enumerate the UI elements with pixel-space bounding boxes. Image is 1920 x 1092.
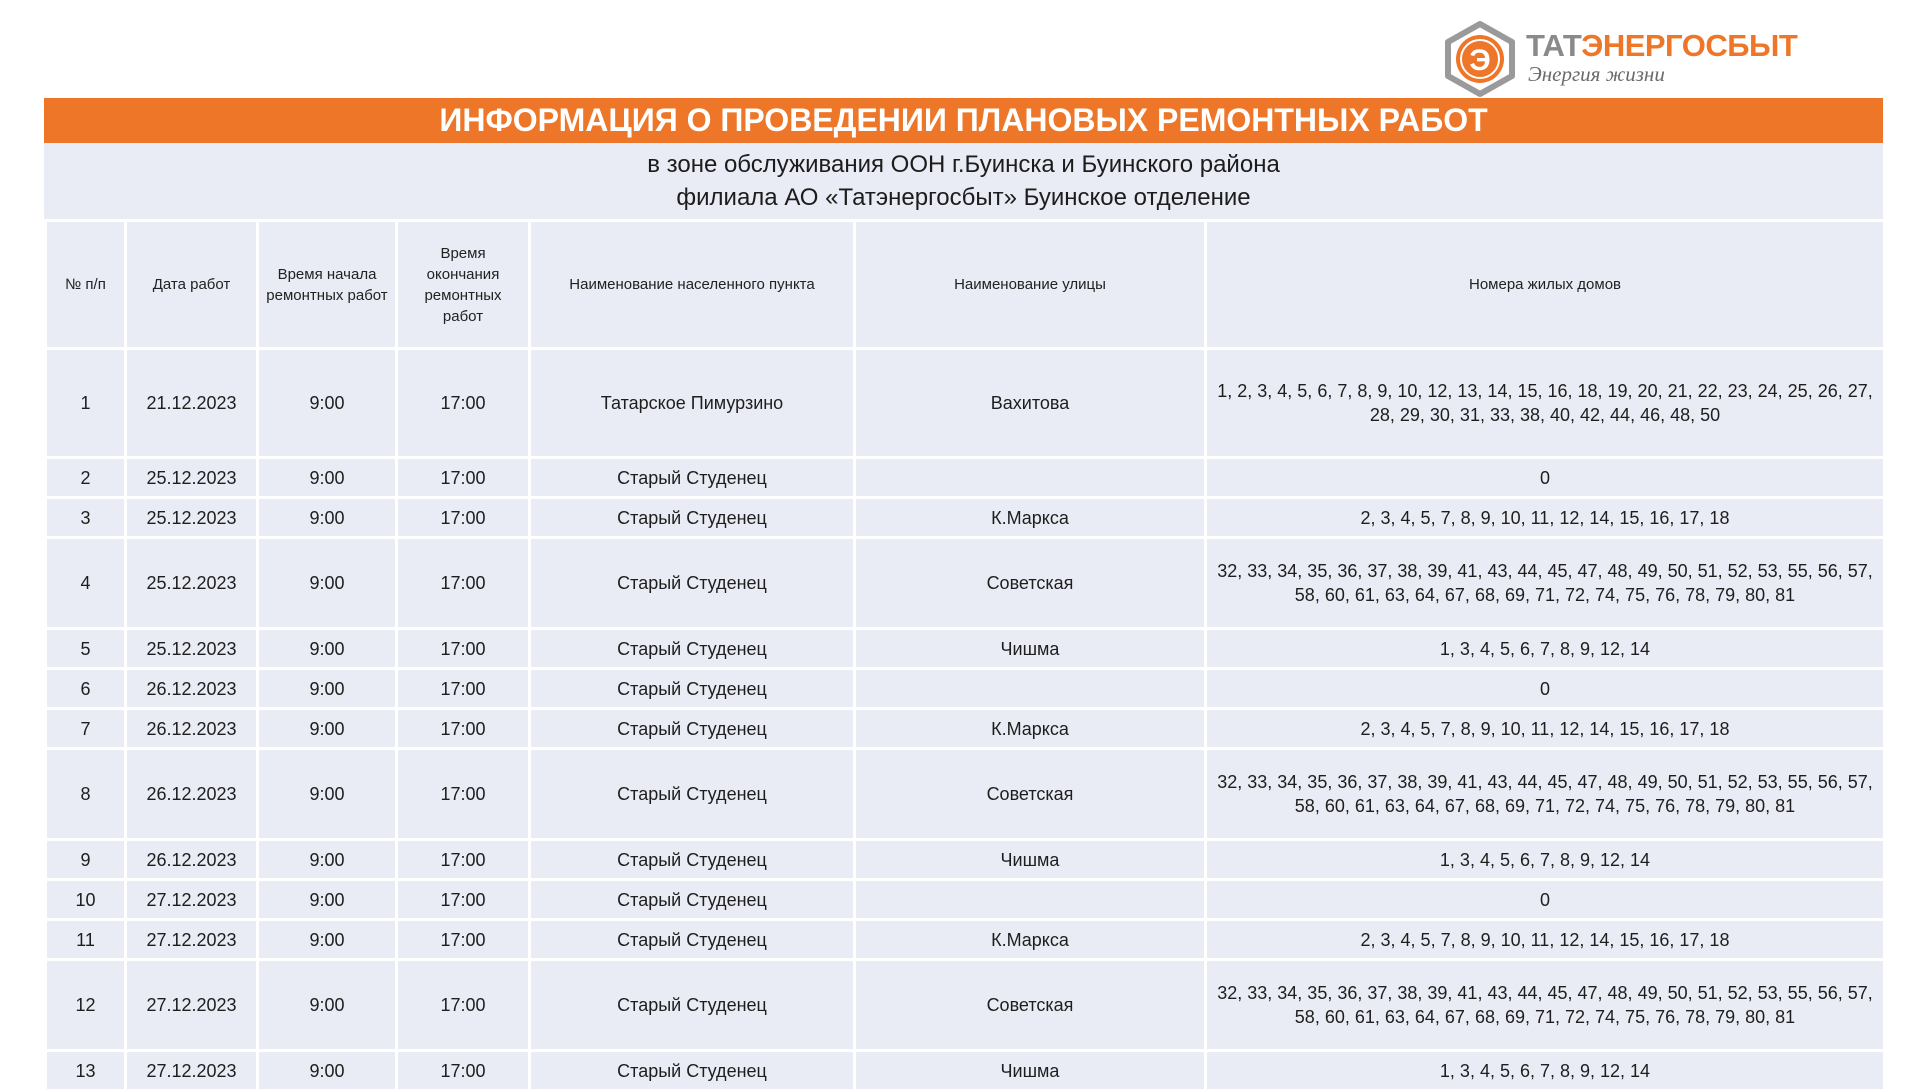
cell-date: 27.12.2023 (126, 880, 258, 920)
cell-start: 9:00 (258, 1051, 397, 1091)
cell-end: 17:00 (397, 538, 530, 629)
cell-locality: Старый Студенец (530, 669, 855, 709)
cell-end: 17:00 (397, 840, 530, 880)
cell-date: 25.12.2023 (126, 498, 258, 538)
cell-locality: Старый Студенец (530, 629, 855, 669)
cell-street: Советская (855, 538, 1206, 629)
cell-num: 1 (46, 349, 126, 458)
table-row (46, 749, 1885, 840)
cell-date: 27.12.2023 (126, 960, 258, 1051)
logo-company-name (1526, 28, 1797, 64)
cell-locality: Старый Студенец (530, 840, 855, 880)
cell-num: 2 (46, 458, 126, 498)
cell-houses: 1, 3, 4, 5, 6, 7, 8, 9, 12, 14 (1206, 840, 1885, 880)
cell-start: 9:00 (258, 960, 397, 1051)
cell-street: К.Маркса (855, 498, 1206, 538)
page-title-banner: ИНФОРМАЦИЯ О ПРОВЕДЕНИИ ПЛАНОВЫХ РЕМОНТНЫХ РАБОТ (44, 98, 1883, 143)
cell-end: 17:00 (397, 1051, 530, 1091)
cell-street: К.Маркса (855, 920, 1206, 960)
cell-num: 7 (46, 709, 126, 749)
cell-street: К.Маркса (855, 709, 1206, 749)
logo-emblem-icon (1440, 20, 1520, 98)
cell-street: Чишма (855, 629, 1206, 669)
cell-end: 17:00 (397, 709, 530, 749)
cell-street: Советская (855, 960, 1206, 1051)
logo-slogan: Энергия жизни (1528, 62, 1665, 86)
cell-date: 27.12.2023 (126, 1051, 258, 1091)
cell-locality: Старый Студенец (530, 498, 855, 538)
cell-num: 6 (46, 669, 126, 709)
header-date: Дата работ (126, 221, 258, 349)
cell-num: 11 (46, 920, 126, 960)
cell-houses: 1, 3, 4, 5, 6, 7, 8, 9, 12, 14 (1206, 1051, 1885, 1091)
cell-start: 9:00 (258, 709, 397, 749)
cell-start: 9:00 (258, 349, 397, 458)
table-row (46, 840, 1885, 880)
header-street: Наименование улицы (855, 221, 1206, 349)
cell-num: 5 (46, 629, 126, 669)
table-header-row (46, 221, 1885, 349)
cell-num: 3 (46, 498, 126, 538)
subheading-line2: филиала АО «Татэнергосбыт» Буинское отделение (676, 184, 1251, 211)
cell-houses: 0 (1206, 458, 1885, 498)
cell-locality: Старый Студенец (530, 920, 855, 960)
subheading (44, 143, 1883, 219)
cell-houses: 32, 33, 34, 35, 36, 37, 38, 39, 41, 43, 44, 45, 47, 48, 49, 50, 51, 52, 53, 55, 56, 57, 58, 60, 61, 63, 64, 67, 68, 69, 71, 72, 74, 75, 76, 78, 79, 80, 81 (1206, 538, 1885, 629)
cell-num: 8 (46, 749, 126, 840)
cell-num: 4 (46, 538, 126, 629)
cell-street (855, 880, 1206, 920)
cell-houses: 2, 3, 4, 5, 7, 8, 9, 10, 11, 12, 14, 15, 16, 17, 18 (1206, 920, 1885, 960)
cell-locality: Старый Студенец (530, 458, 855, 498)
cell-houses: 2, 3, 4, 5, 7, 8, 9, 10, 11, 12, 14, 15, 16, 17, 18 (1206, 709, 1885, 749)
cell-date: 21.12.2023 (126, 349, 258, 458)
cell-street: Вахитова (855, 349, 1206, 458)
cell-end: 17:00 (397, 880, 530, 920)
cell-start: 9:00 (258, 920, 397, 960)
header-end-time: Время окончания ремонтных работ (397, 221, 530, 349)
cell-date: 26.12.2023 (126, 669, 258, 709)
cell-locality: Старый Студенец (530, 749, 855, 840)
cell-date: 26.12.2023 (126, 749, 258, 840)
header-num: № п/п (46, 221, 126, 349)
cell-num: 10 (46, 880, 126, 920)
cell-end: 17:00 (397, 920, 530, 960)
cell-start: 9:00 (258, 458, 397, 498)
cell-locality: Старый Студенец (530, 880, 855, 920)
cell-start: 9:00 (258, 669, 397, 709)
repair-schedule-table (44, 219, 1886, 1092)
table-row (46, 538, 1885, 629)
cell-end: 17:00 (397, 629, 530, 669)
cell-houses: 2, 3, 4, 5, 7, 8, 9, 10, 11, 12, 14, 15, 16, 17, 18 (1206, 498, 1885, 538)
table-row (46, 960, 1885, 1051)
cell-street: Чишма (855, 840, 1206, 880)
table-row (46, 349, 1885, 458)
table-row (46, 498, 1885, 538)
cell-date: 27.12.2023 (126, 920, 258, 960)
logo-emblem-letter: Э (1469, 44, 1491, 77)
header-start-time: Время начала ремонтных работ (258, 221, 397, 349)
cell-start: 9:00 (258, 749, 397, 840)
cell-street: Советская (855, 749, 1206, 840)
table-row (46, 920, 1885, 960)
cell-start: 9:00 (258, 498, 397, 538)
cell-end: 17:00 (397, 498, 530, 538)
cell-end: 17:00 (397, 458, 530, 498)
header-locality: Наименование населенного пункта (530, 221, 855, 349)
cell-start: 9:00 (258, 880, 397, 920)
header-houses: Номера жилых домов (1206, 221, 1885, 349)
cell-street (855, 669, 1206, 709)
cell-num: 12 (46, 960, 126, 1051)
cell-num: 9 (46, 840, 126, 880)
table-row (46, 629, 1885, 669)
cell-date: 25.12.2023 (126, 629, 258, 669)
table-row (46, 709, 1885, 749)
cell-locality: Старый Студенец (530, 538, 855, 629)
table-row (46, 458, 1885, 498)
cell-date: 26.12.2023 (126, 709, 258, 749)
table-row (46, 880, 1885, 920)
cell-end: 17:00 (397, 749, 530, 840)
cell-date: 26.12.2023 (126, 840, 258, 880)
cell-start: 9:00 (258, 840, 397, 880)
company-logo (1440, 20, 1800, 98)
cell-end: 17:00 (397, 960, 530, 1051)
cell-houses: 1, 3, 4, 5, 6, 7, 8, 9, 12, 14 (1206, 629, 1885, 669)
logo-name-part1: ТАТ (1526, 28, 1582, 63)
cell-locality: Старый Студенец (530, 960, 855, 1051)
cell-end: 17:00 (397, 349, 530, 458)
cell-start: 9:00 (258, 538, 397, 629)
cell-houses: 0 (1206, 669, 1885, 709)
cell-houses: 32, 33, 34, 35, 36, 37, 38, 39, 41, 43, 44, 45, 47, 48, 49, 50, 51, 52, 53, 55, 56, 57, 58, 60, 61, 63, 64, 67, 68, 69, 71, 72, 74, 75, 76, 78, 79, 80, 81 (1206, 960, 1885, 1051)
table-row (46, 669, 1885, 709)
cell-start: 9:00 (258, 629, 397, 669)
logo-name-part2: ЭНЕРГОСБЫТ (1581, 28, 1798, 63)
cell-street (855, 458, 1206, 498)
cell-houses: 32, 33, 34, 35, 36, 37, 38, 39, 41, 43, 44, 45, 47, 48, 49, 50, 51, 52, 53, 55, 56, 57, 58, 60, 61, 63, 64, 67, 68, 69, 71, 72, 74, 75, 76, 78, 79, 80, 81 (1206, 749, 1885, 840)
cell-houses: 0 (1206, 880, 1885, 920)
cell-num: 13 (46, 1051, 126, 1091)
cell-date: 25.12.2023 (126, 538, 258, 629)
cell-locality: Старый Студенец (530, 1051, 855, 1091)
cell-street: Чишма (855, 1051, 1206, 1091)
cell-locality: Татарское Пимурзино (530, 349, 855, 458)
cell-date: 25.12.2023 (126, 458, 258, 498)
cell-locality: Старый Студенец (530, 709, 855, 749)
cell-houses: 1, 2, 3, 4, 5, 6, 7, 8, 9, 10, 12, 13, 14, 15, 16, 18, 19, 20, 21, 22, 23, 24, 25, 26, 27, 28, 29, 30, 31, 33, 38, 40, 42, 44, 46, 48, 50 (1206, 349, 1885, 458)
cell-end: 17:00 (397, 669, 530, 709)
subheading-line1: в зоне обслуживания ООН г.Буинска и Буинского района (647, 151, 1280, 178)
table-row (46, 1051, 1885, 1091)
